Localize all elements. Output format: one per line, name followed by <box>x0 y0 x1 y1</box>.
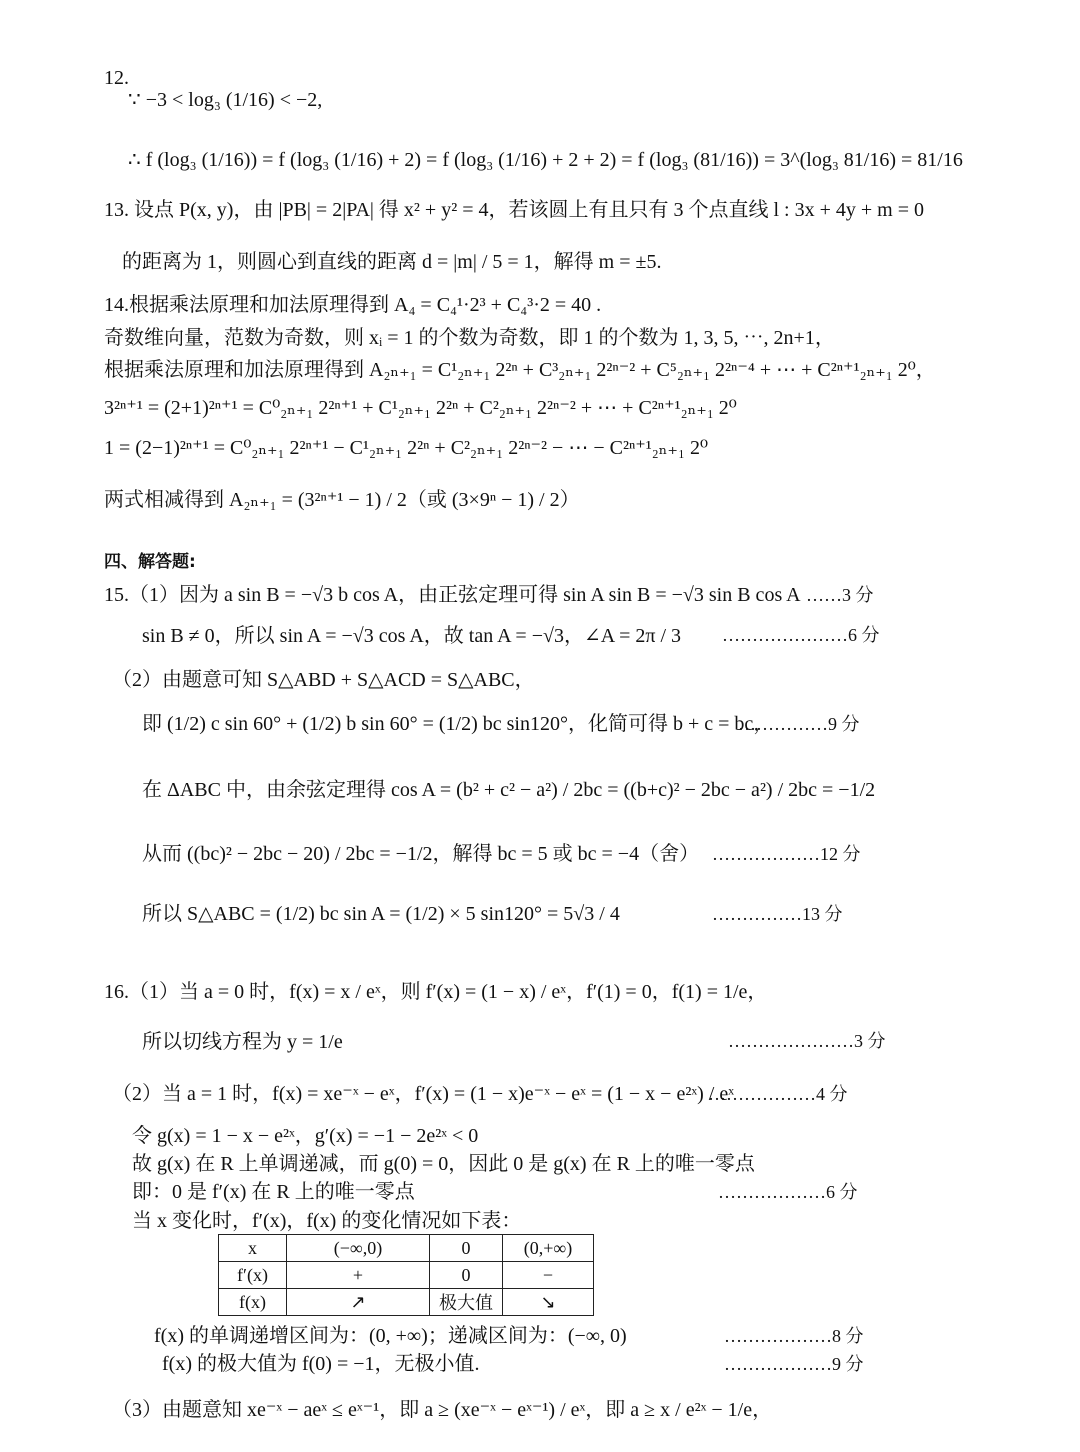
text-line: 所以切线方程为 y = 1/e <box>142 1031 343 1053</box>
table-cell: f′(x) <box>219 1262 287 1289</box>
text-line: 即：0 是 f′(x) 在 R 上的唯一零点 <box>132 1181 415 1203</box>
table-cell: x <box>219 1235 287 1262</box>
table-row <box>219 1262 594 1289</box>
text-line: f(x) 的单调递增区间为：(0, +∞)；递减区间为：(−∞, 0) <box>154 1325 627 1347</box>
text-line: 13. 设点 P(x, y)，由 |PB| = 2|PA| 得 x² + y² = 4，若该圆上有且只有 3 个点直线 l : 3x + 4y + m = 0 <box>104 199 924 221</box>
text-line: 奇数维向量，范数为奇数，则 xᵢ = 1 的个数为奇数，即 1 的个数为 1, 3, 5, ⋯, 2n+1， <box>104 327 835 349</box>
score-marker: ………………6 分 <box>718 1182 858 1202</box>
table-cell: (0,+∞) <box>503 1235 594 1262</box>
score-marker: ……………13 分 <box>712 904 843 924</box>
text-line: 两式相减得到 A₂ₙ₊₁ = (3²ⁿ⁺¹ − 1) / 2（或 (3×9ⁿ − 1) / 2） <box>104 489 580 511</box>
text-line: 1 = (2−1)²ⁿ⁺¹ = C⁰₂ₙ₊₁ 2²ⁿ⁺¹ − C¹₂ₙ₊₁ 2²ⁿ + C²₂ₙ₊₁ 2²ⁿ⁻² − ⋯ − C²ⁿ⁺¹₂ₙ₊₁ 2⁰ <box>104 437 708 459</box>
text-line: 令 g(x) = 1 − x − e²ˣ，g′(x) = −1 − 2e²ˣ < 0 <box>132 1125 479 1147</box>
text-line: （2）当 a = 1 时，f(x) = xe⁻ˣ − eˣ，f′(x) = (1 − x)e⁻ˣ − eˣ = (1 − x − e²ˣ) / eˣ <box>112 1083 734 1105</box>
table-row <box>219 1289 594 1316</box>
score-marker: …………………6 分 <box>722 625 880 645</box>
table-cell: ↘ <box>503 1289 594 1316</box>
text-line: 四、解答题: <box>104 552 196 572</box>
text-line: （2）由题意可知 S△ABD + S△ACD = S△ABC， <box>112 669 535 691</box>
text-line: 16.（1）当 a = 0 时，f(x) = x / eˣ，则 f′(x) = (1 − x) / eˣ，f′(1) = 0，f(1) = 1/e， <box>104 981 768 1003</box>
score-marker: ………………9 分 <box>724 1354 864 1374</box>
table-cell: 极大值 <box>430 1289 503 1316</box>
table-cell: 0 <box>430 1235 503 1262</box>
text-line: 根据乘法原理和加法原理得到 A₂ₙ₊₁ = C¹₂ₙ₊₁ 2²ⁿ + C³₂ₙ₊₁ 2²ⁿ⁻² + C⁵₂ₙ₊₁ 2²ⁿ⁻⁴ + ⋯ + C²ⁿ⁺¹₂ₙ₊₁ 2⁰， <box>104 359 936 381</box>
score-marker: ……3 分 <box>806 585 874 605</box>
score-marker: …………………3 分 <box>728 1031 886 1051</box>
text-line: 在 ΔABC 中，由余弦定理得 cos A = (b² + c² − a²) / 2bc = ((b+c)² − 2bc − a²) / 2bc = −1/2 <box>142 779 876 801</box>
text-line: ∵ −3 < log₃ (1/16) < −2, <box>128 89 323 111</box>
score-marker: ………………4 分 <box>708 1084 848 1104</box>
score-marker: ………………12 分 <box>712 844 861 864</box>
text-line: （3）由题意知 xe⁻ˣ − aeˣ ≤ eˣ⁻¹，即 a ≥ (xe⁻ˣ − eˣ⁻¹) / eˣ，即 a ≥ x / e²ˣ − 1/e， <box>112 1399 773 1421</box>
variation-table <box>218 1234 594 1316</box>
text-line: ∴ f (log₃ (1/16)) = f (log₃ (1/16) + 2) = f (log₃ (1/16) + 2 + 2) = f (log₃ (81/16)) = 3^(log₃ 81/16) = 81/16 <box>128 149 963 171</box>
text-line: 即 (1/2) c sin 60° + (1/2) b sin 60° = (1/2) bc sin120°，化简可得 b + c = bc， <box>142 713 774 735</box>
text-line: 14.根据乘法原理和加法原理得到 A₄ = C₄¹·2³ + C₄³·2 = 40 . <box>104 294 602 316</box>
text-line: 3²ⁿ⁺¹ = (2+1)²ⁿ⁺¹ = C⁰₂ₙ₊₁ 2²ⁿ⁺¹ + C¹₂ₙ₊₁ 2²ⁿ + C²₂ₙ₊₁ 2²ⁿ⁻² + ⋯ + C²ⁿ⁺¹₂ₙ₊₁ 2⁰ <box>104 397 737 419</box>
table-cell: + <box>287 1262 430 1289</box>
text-line: 12. <box>104 67 129 89</box>
table-cell: − <box>503 1262 594 1289</box>
table-row <box>219 1235 594 1262</box>
text-line: 所以 S△ABC = (1/2) bc sin A = (1/2) × 5 sin120° = 5√3 / 4 <box>142 903 620 925</box>
table-cell: ↗ <box>287 1289 430 1316</box>
table-cell: (−∞,0) <box>287 1235 430 1262</box>
table-cell: f(x) <box>219 1289 287 1316</box>
text-line: 15.（1）因为 a sin B = −√3 b cos A，由正弦定理可得 sin A sin B = −√3 sin B cos A <box>104 584 801 606</box>
text-line: 从而 ((bc)² − 2bc − 20) / 2bc = −1/2，解得 bc = 5 或 bc = −4（舍） <box>142 843 700 865</box>
text-line: 当 x 变化时，f′(x)，f(x) 的变化情况如下表： <box>132 1210 522 1232</box>
text-line: 的距离为 1，则圆心到直线的距离 d = |m| / 5 = 1，解得 m = ±5. <box>122 251 662 273</box>
text-line: 故 g(x) 在 R 上单调递减，而 g(0) = 0，因此 0 是 g(x) 在 R 上的唯一零点 <box>132 1153 755 1175</box>
score-marker: ……………9 分 <box>738 714 860 734</box>
text-line: f(x) 的极大值为 f(0) = −1，无极小值. <box>162 1353 480 1375</box>
table-cell: 0 <box>430 1262 503 1289</box>
text-line: sin B ≠ 0，所以 sin A = −√3 cos A，故 tan A = −√3，∠A = 2π / 3 <box>142 625 682 647</box>
score-marker: ………………8 分 <box>724 1326 864 1346</box>
